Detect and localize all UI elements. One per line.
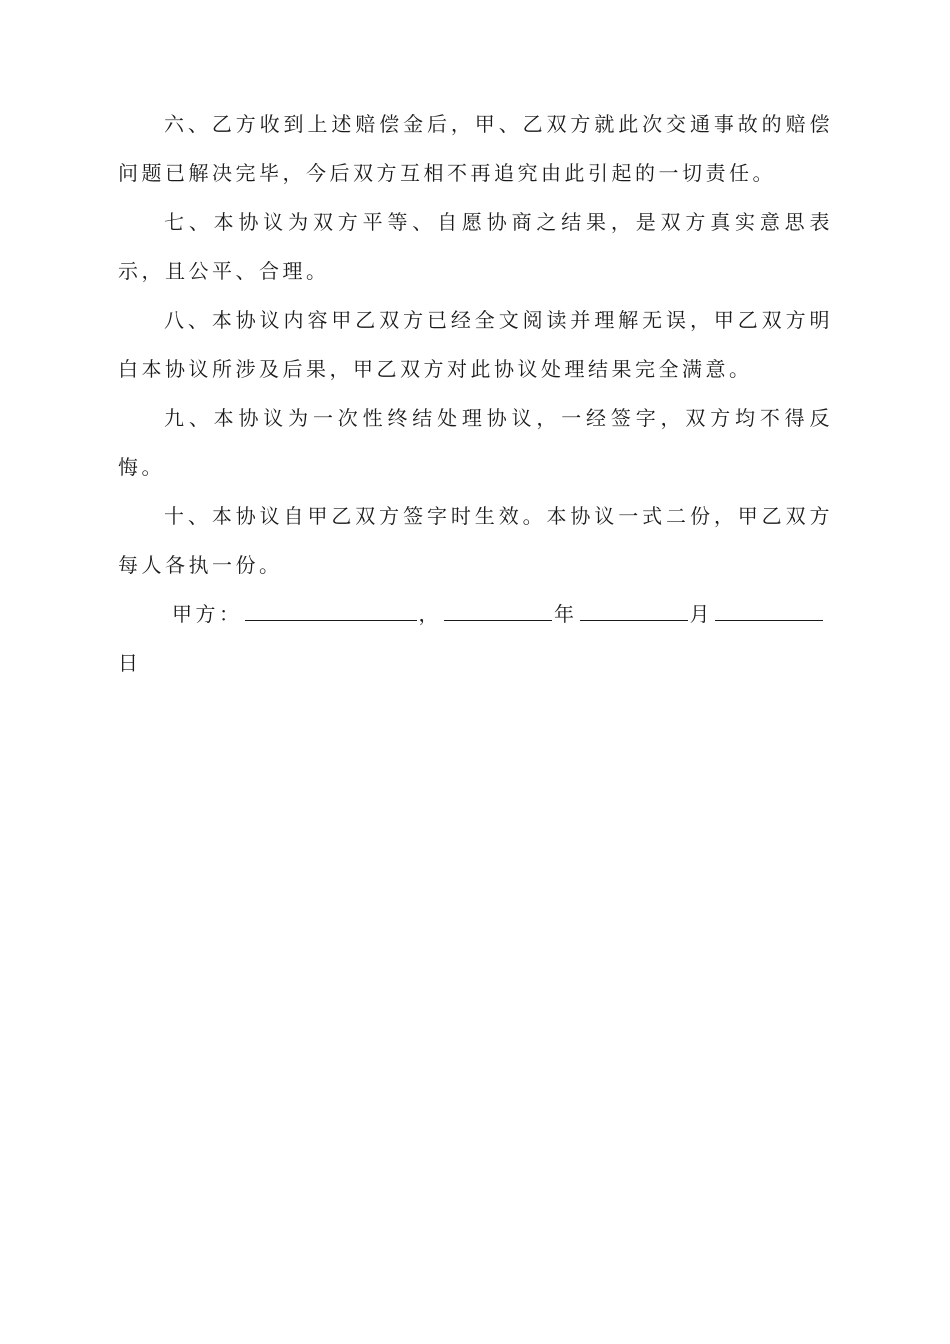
clause-9: 九、本协议为一次性终结处理协议，一经签字，双方均不得反悔。 xyxy=(118,406,833,479)
month-label: 月 xyxy=(689,602,713,626)
month-blank xyxy=(580,602,688,621)
party-a-signature-blank xyxy=(245,602,417,621)
clause-10: 十、本协议自甲乙双方签字时生效。本协议一式二份，甲乙双方每人各执一份。 xyxy=(118,504,833,577)
document-body xyxy=(118,100,833,688)
signature-line xyxy=(118,590,833,639)
signature-comma: ， xyxy=(418,602,442,626)
year-blank xyxy=(444,602,552,621)
day-blank xyxy=(715,602,823,621)
clause-8: 八、本协议内容甲乙双方已经全文阅读并理解无误，甲乙双方明白本协议所涉及后果，甲乙双方对此协议处理结果完全满意。 xyxy=(118,308,833,381)
year-label: 年 xyxy=(554,602,578,626)
day-label: 日 xyxy=(118,651,142,675)
clause-7: 七、本协议为双方平等、自愿协商之结果，是双方真实意思表示，且公平、合理。 xyxy=(118,210,833,283)
day-line xyxy=(118,639,833,688)
party-a-label: 甲方： xyxy=(172,602,243,626)
clause-6: 六、乙方收到上述赔偿金后，甲、乙双方就此次交通事故的赔偿问题已解决完毕，今后双方互相不再追究由此引起的一切责任。 xyxy=(118,112,833,185)
